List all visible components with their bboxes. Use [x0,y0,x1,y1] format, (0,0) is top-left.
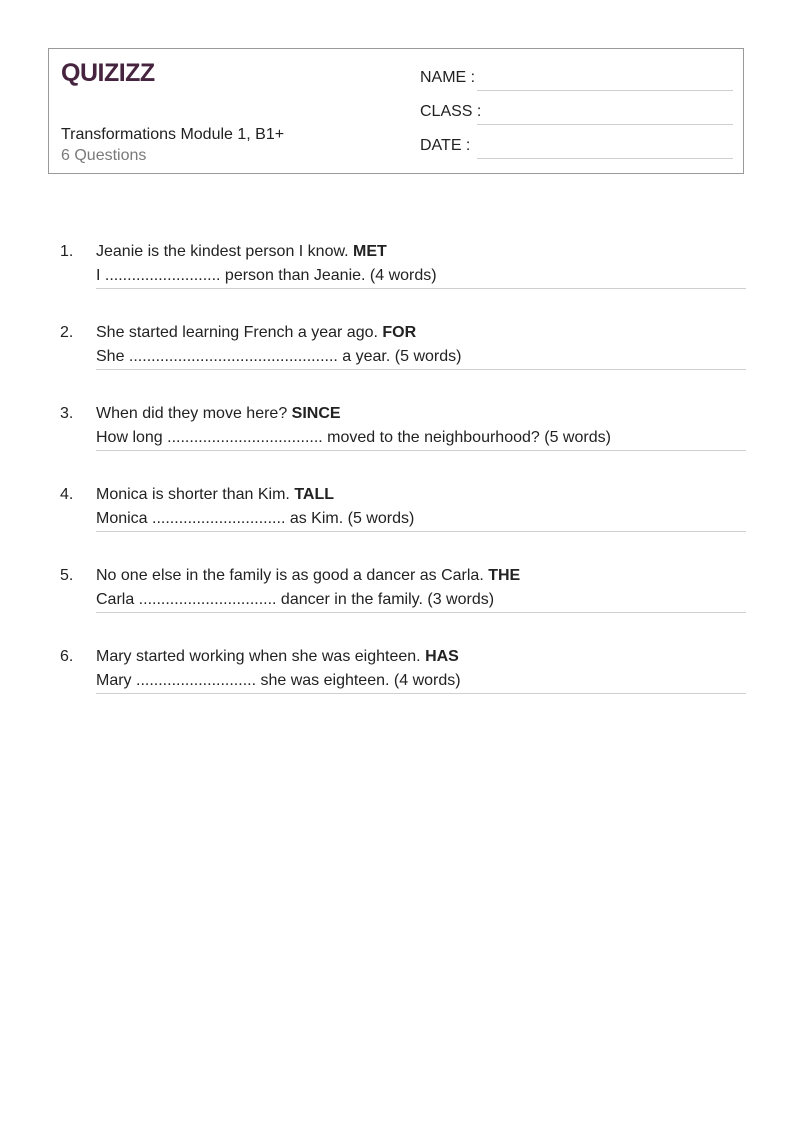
question-prompt [96,646,459,668]
keyword: HAS [425,648,459,665]
keyword: TALL [294,486,334,503]
question-item [60,322,746,372]
answer-line[interactable]: Monica .............................. as Kim. (5 words) [96,508,746,532]
keyword: SINCE [291,405,341,422]
question-prompt [96,403,341,425]
question-number: 6. [60,648,74,665]
prompt-text: Jeanie is the kindest person I know. [96,243,349,260]
name-label: NAME : [420,69,476,86]
question-item [60,403,746,453]
question-number: 5. [60,567,74,584]
name-line[interactable] [477,90,733,91]
class-line[interactable] [477,124,733,125]
question-item [60,241,746,291]
question-number: 2. [60,324,74,341]
prompt-text: When did they move here? [96,405,288,422]
question-prompt [96,322,416,344]
answer-line[interactable]: How long ................................... moved to the neighbourhood? (5 words) [96,427,746,451]
keyword: THE [488,567,521,584]
question-number: 4. [60,486,74,503]
answer-line[interactable]: I .......................... person than Jeanie. (4 words) [96,265,746,289]
keyword: MET [353,243,387,260]
question-prompt [96,241,387,263]
question-prompt [96,484,334,506]
quizizz-logo [61,59,155,87]
class-label: CLASS : [420,103,482,120]
class-field[interactable] [420,101,733,125]
name-field[interactable] [420,67,733,91]
keyword: FOR [382,324,417,341]
date-field[interactable] [420,135,733,159]
answer-line[interactable]: She ............................................... a year. (5 words) [96,346,746,370]
question-prompt [96,565,520,587]
answer-line[interactable]: Mary ........................... she was eighteen. (4 words) [96,670,746,694]
date-label: DATE : [420,137,471,154]
prompt-text: No one else in the family is as good a dancer as Carla. [96,567,484,584]
question-count: 6 Questions [61,147,147,164]
prompt-text: Monica is shorter than Kim. [96,486,290,503]
question-number: 3. [60,405,74,422]
prompt-text: Mary started working when she was eighteen. [96,648,421,665]
question-item [60,565,746,615]
worksheet-header [48,48,744,174]
prompt-text: She started learning French a year ago. [96,324,378,341]
worksheet-title: Transformations Module 1, B1+ [61,126,285,143]
logo-text: QUIZIZZ [61,59,155,87]
question-item [60,646,746,696]
answer-line[interactable]: Carla ............................... dancer in the family. (3 words) [96,589,746,613]
date-line[interactable] [477,158,733,159]
question-number: 1. [60,243,74,260]
question-item [60,484,746,534]
